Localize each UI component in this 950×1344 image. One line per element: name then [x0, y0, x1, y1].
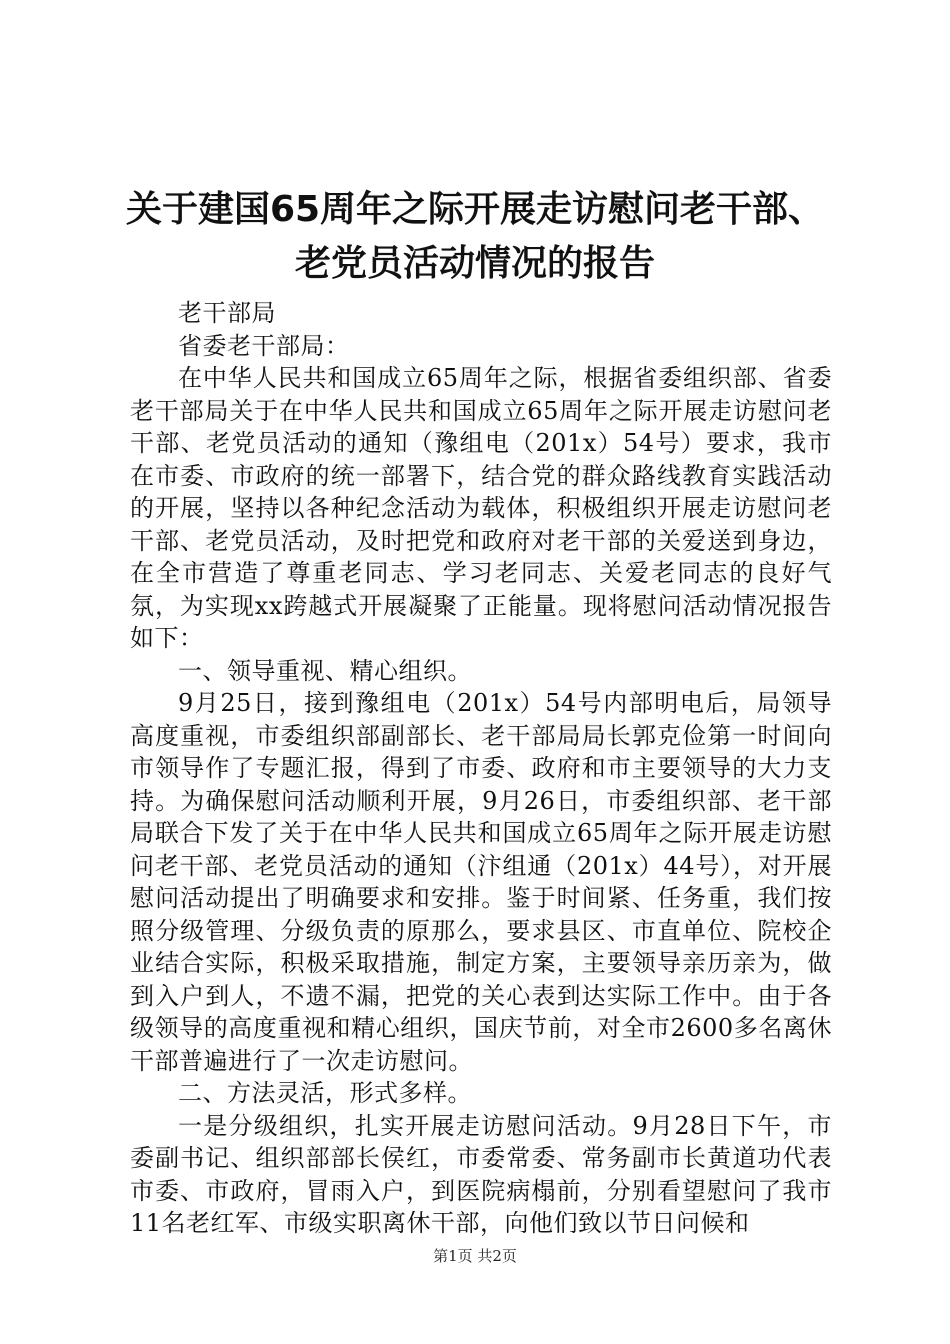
document-title-line-1: 关于建国65周年之际开展走访慰问老干部、 — [125, 189, 825, 230]
paragraph-department: 老干部局 — [178, 299, 276, 327]
document-title-line-2: 老党员活动情况的报告 — [294, 243, 655, 284]
paragraph-section-2: 一是分级组织，扎实开展走访慰问活动。9月28日下午，市委副书记、组织部部长侯红，市委常委、常务副市长黄道功代表市委、市政府，冒雨入户，到医院病榻前，分别看望慰问了我市11名老红军、市级实职离休干部，向他们致以节日问候和 — [130, 1111, 832, 1237]
paragraph-salutation: 省委老干部局： — [178, 331, 350, 360]
document-body — [130, 297, 832, 1240]
paragraph-section-1: 9月25日，接到豫组电（201x）54号内部明电后，局领导高度重视，市委组织部副部长、老干部局局长郭克俭第一时间向市领导作了专题汇报，得到了市委、政府和市主要领导的大力支持。为确保慰问活动顺利开展，9月26日，市委组织部、老干部局联合下发了关于在中华人民共和国成立65周年之际开展走访慰问老干部、老党员活动的通知（汴组通（201x）44号），对开展慰问活动提出了明确要求和安排。鉴于时间紧、任务重，我们按照分级管理、分级负责的原那么，要求县区、市直单位、院校企业结合实际，积极采取措施，制定方案，主要领导亲历亲为，做到入户到人，不遗不漏，把党的关心表到达实际工作中。由于各级领导的高度重视和精心组织，国庆节前，对全市2600多名离休干部普遍进行了一次走访慰问。 — [130, 689, 832, 1075]
page-number-footer: 第1页 共2页 — [433, 1247, 517, 1265]
section-heading-2: 二、方法灵活，形式多样。 — [178, 1079, 472, 1107]
paragraph-introduction: 在中华人民共和国成立65周年之际，根据省委组织部、省委老干部局关于在中华人民共和国成立65周年之际开展走访慰问老干部、老党员活动的通知（豫组电（201x）54号）要求，我市在市委、市政府的统一部署下，结合党的群众路线教育实践活动的开展，坚持以各种纪念活动为载体，积极组织开展走访慰问老干部、老党员活动，及时把党和政府对老干部的关爱送到身边，在全市营造了尊重老同志、学习老同志、关爱老同志的良好气氛，为实现xx跨越式开展凝聚了正能量。现将慰问活动情况报告如下： — [130, 364, 832, 652]
section-heading-1: 一、领导重视、精心组织。 — [178, 656, 472, 685]
